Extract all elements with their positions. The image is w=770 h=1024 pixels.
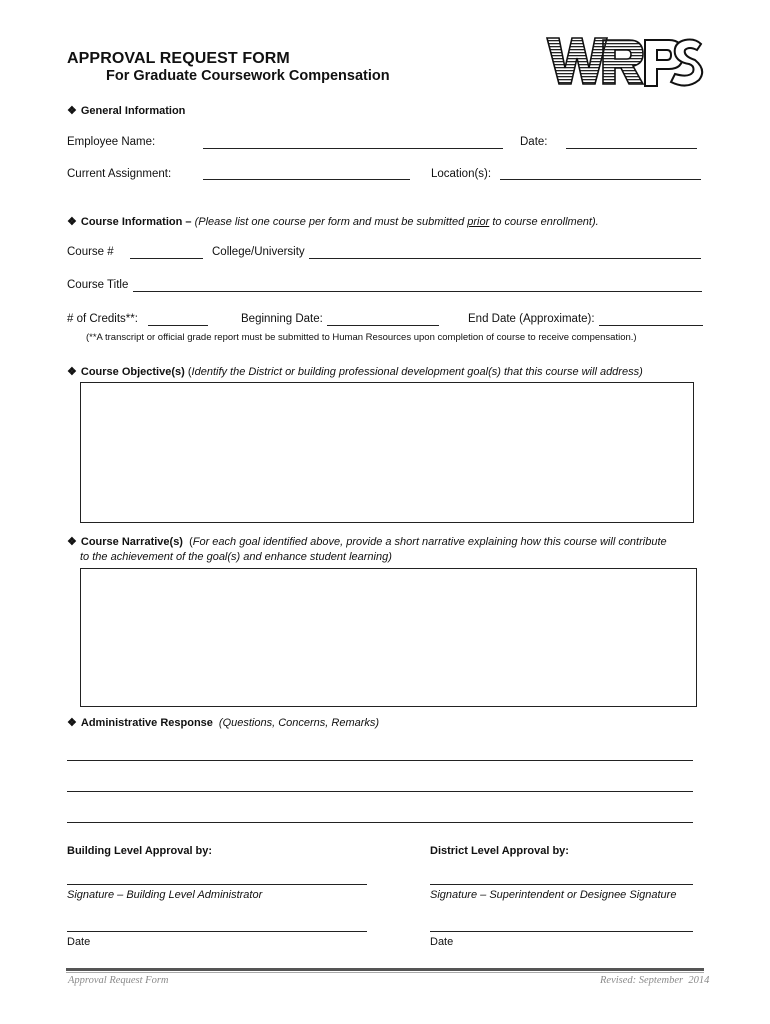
district-approval-label: District Level Approval by: xyxy=(430,845,569,857)
footer-form-name: Approval Request Form xyxy=(68,975,169,986)
course-narrative-textbox[interactable] xyxy=(80,568,697,707)
district-date-line[interactable] xyxy=(430,931,693,932)
admin-response-line-2[interactable] xyxy=(67,791,693,792)
course-objectives-open-paren: ( xyxy=(184,366,192,378)
course-info-heading xyxy=(67,215,599,228)
building-date-caption: Date xyxy=(67,936,91,948)
date-field[interactable] xyxy=(566,148,697,149)
end-date-label: End Date (Approximate): xyxy=(468,313,595,325)
course-narrative-heading-text: Course Narrative(s) xyxy=(80,536,183,548)
diamond-bullet-icon: ❖ xyxy=(67,536,77,548)
course-info-instr-b: to course enrollment). xyxy=(489,216,599,228)
credits-label: # of Credits**: xyxy=(67,313,138,325)
general-info-heading xyxy=(67,104,185,117)
diamond-bullet-icon: ❖ xyxy=(67,105,77,117)
course-narrative-instr-line2-wrap xyxy=(80,551,392,563)
admin-response-line-1[interactable] xyxy=(67,760,693,761)
course-info-heading-text: Course Information xyxy=(80,216,183,228)
admin-response-line-3[interactable] xyxy=(67,822,693,823)
course-objectives-textbox[interactable] xyxy=(80,382,694,523)
course-number-label: Course # xyxy=(67,246,114,258)
current-assignment-label: Current Assignment: xyxy=(67,168,172,180)
footer-rule-thin xyxy=(66,972,704,973)
end-date-field[interactable] xyxy=(599,325,703,326)
locations-field[interactable] xyxy=(500,179,701,180)
logo-graphic xyxy=(545,34,705,90)
diamond-bullet-icon: ❖ xyxy=(67,216,77,228)
district-signature-caption: Signature – Superintendent or Designee Signature xyxy=(430,889,677,901)
transcript-note: (**A transcript or official grade report must be submitted to Human Resources upon completion of course to receive compensation.) xyxy=(86,332,637,343)
employee-name-field[interactable] xyxy=(203,148,503,149)
footer-rule xyxy=(66,968,704,971)
course-number-field[interactable] xyxy=(130,258,203,259)
date-label: Date: xyxy=(520,136,548,148)
credits-field[interactable] xyxy=(148,325,208,326)
locations-label: Location(s): xyxy=(431,168,492,180)
building-signature-line[interactable] xyxy=(67,884,367,885)
course-narrative-heading xyxy=(67,535,667,548)
current-assignment-field[interactable] xyxy=(203,179,410,180)
building-signature-caption: Signature – Building Level Administrator xyxy=(67,889,263,901)
beginning-date-field[interactable] xyxy=(327,325,439,326)
building-approval-label: Building Level Approval by: xyxy=(67,845,213,857)
college-label: College/University xyxy=(212,246,305,258)
course-info-instr-a: (Please list one course per form and must be submitted xyxy=(194,216,468,228)
employee-name-label: Employee Name: xyxy=(67,136,156,148)
course-info-dash: – xyxy=(182,216,195,228)
college-field[interactable] xyxy=(309,258,701,259)
course-title-label: Course Title xyxy=(67,279,129,291)
course-narrative-instr-line1: For each goal identified above, provide a short narrative explaining how this course will contribute xyxy=(192,536,667,548)
building-date-line[interactable] xyxy=(67,931,367,932)
wrps-logo xyxy=(545,34,705,93)
admin-response-heading-text: Administrative Response xyxy=(80,717,213,729)
course-narrative-open-paren: ( xyxy=(182,536,193,548)
form-title: APPROVAL REQUEST FORM xyxy=(67,50,290,67)
course-title-field[interactable] xyxy=(133,291,702,292)
course-objectives-heading-text: Course Objective(s) xyxy=(80,366,185,378)
form-subtitle: For Graduate Coursework Compensation xyxy=(106,68,390,84)
diamond-bullet-icon: ❖ xyxy=(67,717,77,729)
admin-response-instr: (Questions, Concerns, Remarks) xyxy=(218,717,380,729)
course-info-instr-prior: prior xyxy=(467,216,490,228)
general-info-heading-text: General Information xyxy=(80,105,186,117)
diamond-bullet-icon: ❖ xyxy=(67,366,77,378)
district-date-caption: Date xyxy=(430,936,454,948)
footer-revised-date: Revised: September 2014 xyxy=(600,975,710,986)
course-objectives-heading xyxy=(67,365,643,378)
admin-response-heading xyxy=(67,716,379,729)
beginning-date-label: Beginning Date: xyxy=(241,313,323,325)
district-signature-line[interactable] xyxy=(430,884,693,885)
course-narrative-instr-line2: to the achievement of the goal(s) and enhance student learning) xyxy=(80,551,392,563)
course-objectives-instr: Identify the District or building professional development goal(s) that this course will address) xyxy=(191,366,643,378)
